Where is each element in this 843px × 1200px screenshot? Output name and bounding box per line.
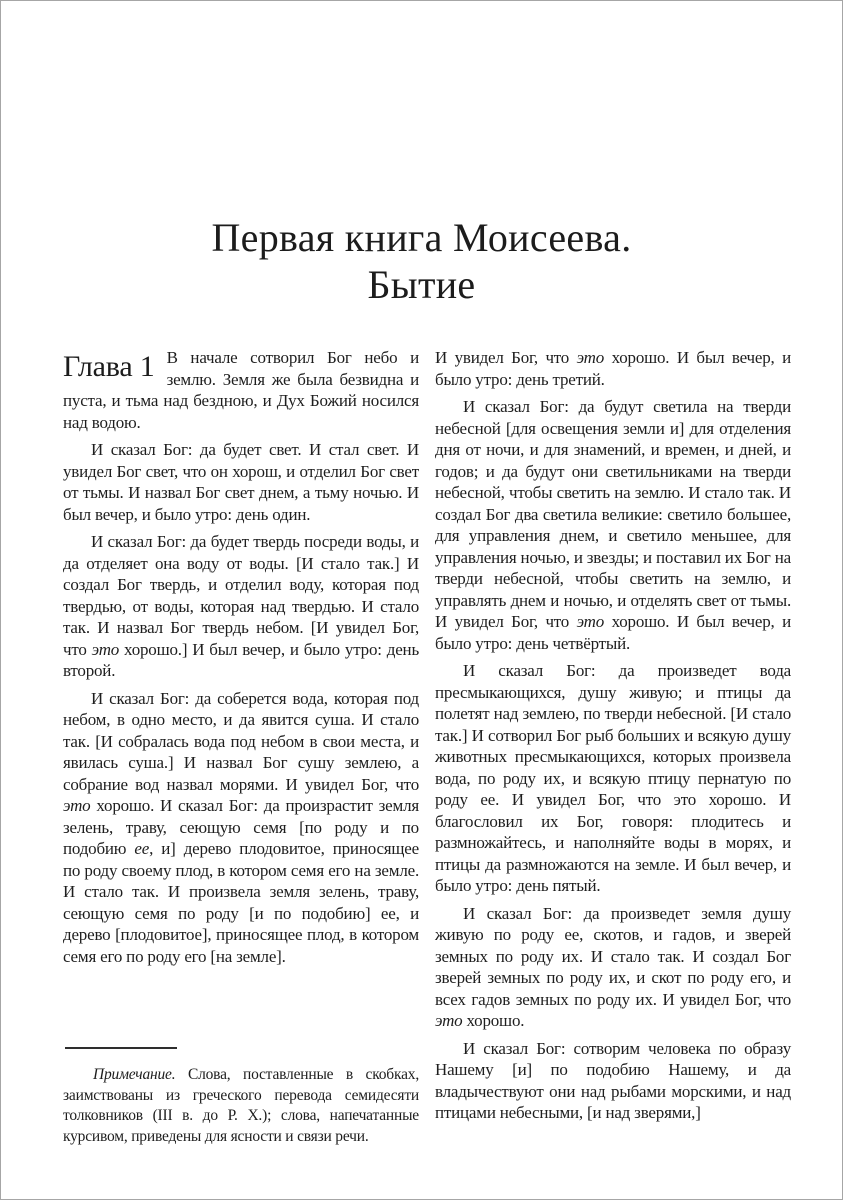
text-run: хорошо.] И был вечер, и было утро: день второй. [63,639,419,680]
footnote-text [63,1065,419,1147]
text-run: хорошо. И был вечер, и было утро: день третий. [435,348,791,389]
text-run: И увидел Бог, что [435,348,577,367]
left-column [63,347,419,1147]
paragraph [435,660,791,897]
text-columns [63,347,791,1147]
italic-text-run: это [576,348,605,367]
book-title-line2: Бытие [367,262,476,307]
text-run: хорошо. И был вечер, и было утро: день четвёртый. [435,612,791,653]
text-run: И сказал Бог: да будут светила на тверди небесной [для освещения земли и] для отделения дня от ночи, и для знамений, и времен, и дней, и годов; и да будут они светильниками на тверди небесной, чтобы светить на землю. И стало так. И создал Бог два светила великие: светило большее, для управления днем, и светило меньшее, для управления ночью, и звезды; и поставил их Бог на тверди небесной, чтобы светить на землю, и управлять днем и ночью, и отделять свет от тьмы. И увидел Бог, что [435,397,791,631]
right-column [435,347,791,1147]
italic-text-run: Примечание. [93,1066,176,1083]
continuation-paragraph [435,347,791,390]
text-run: И сказал Бог: да произведет вода пресмыкающихся, душу живую; и птицы да полетят над землею, по тверди небесной. [И стало так.] И сотворил Бог рыб больших и всякую душу животных пресмыкающихся, которых произвела вода, по роду их, и всякую птицу пернатую по роду ее. И увидел Бог, что это хорошо. И благословил их Бог, говоря: плодитесь и размножайтесь, и наполняйте воды в морях, и птицы да размножаются на земле. И был вечер, и было утро: день пятый. [435,661,791,895]
paragraph [435,903,791,1032]
text-run: хорошо. [462,1011,525,1030]
paragraph [63,439,419,525]
footnote [63,1047,419,1147]
paragraph [63,688,419,968]
text-run: И сказал Бог: сотворим человека по образу Нашему [и] по подобию Нашему, и да владычествуют они над рыбами морскими, и над птицами небесными, [и над зверями,] [435,1038,791,1122]
italic-text-run: ее [134,839,150,858]
italic-text-run: это [91,639,120,659]
text-run: хорошо. И сказал Бог: да произрастит земля зелень, траву, сеющую семя [по роду и по подобию [63,796,419,858]
book-title [1,214,842,308]
text-run: Слова, поставленные в скобках, заимствованы из греческого перевода семидесяти толковников (III в. до Р. Х.); слова, напечатанные курсивом, приведены для ясности и связи речи. [63,1066,419,1145]
text-run: И сказал Бог: да соберется вода, которая под небом, в одно место, и да явится суша. И стало так. [И собралась вода под небом в свои места, и явилась суша.] И назвал Бог сушу землею, а собрание вод назвал морями. И увидел Бог, что [63,688,419,794]
text-run: В начале сотворил Бог небо и землю. Земля же была безвидна и пуста, и тьма над бездною, и Дух Божий носился над водою. [63,348,419,432]
paragraph [63,531,419,682]
italic-text-run: это [435,1011,463,1030]
italic-text-run: это [576,612,605,631]
text-run: И сказал Бог: да будет свет. И стал свет. И увидел Бог свет, что он хорош, и отделил Бог свет от тьмы. И назвал Бог свет днем, а тьму ночью. И был вечер, и было утро: день один. [63,440,419,524]
text-run: И сказал Бог: да будет твердь посреди воды, и да отделяет она воду от воды. [И стало так.] И создал Бог твердь, и отделил воду, которая под твердью, от воды, которая над твердью. И стало так. И назвал Бог твердь небом. [И увидел Бог, что [63,532,419,659]
text-run: , и] дерево плодовитое, приносящее по роду своему плод, в котором семя его на земле. И стало так. И произвела земля зелень, траву, сеющую семя по роду [и по подобию] ее, и дерево [плодовитое], приносящее плод, в котором семя его по роду его [на земле]. [63,839,419,966]
book-title-line1: Первая книга Моисеева. [211,215,632,260]
chapter-opening-paragraph [63,347,419,433]
chapter-heading: Глава 1 [63,350,155,383]
footnote-separator [65,1047,177,1049]
text-run: И сказал Бог: да произведет земля душу живую по роду ее, скотов, и гадов, и зверей земных по роду их. И стало так. И создал Бог зверей земных по роду их, и скот по роду его, и всех гадов земных по роду их. И увидел Бог, что [435,903,791,1009]
italic-text-run: это [63,796,91,815]
paragraph [435,396,791,654]
paragraph [435,1038,791,1124]
left-column-paragraphs [63,347,419,967]
